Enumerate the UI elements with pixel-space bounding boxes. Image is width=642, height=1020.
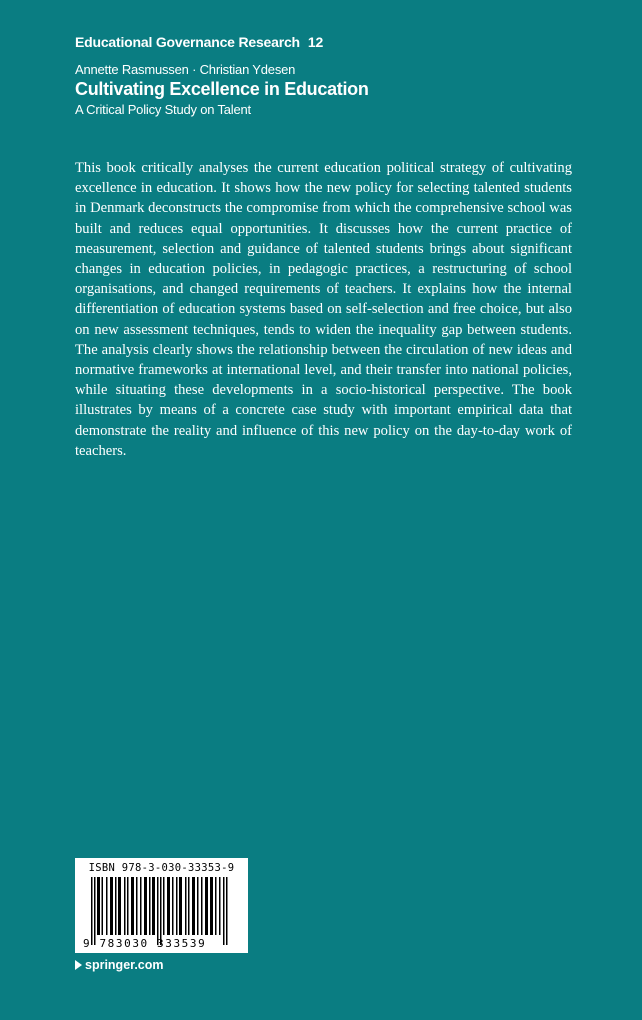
- isbn-digits: 9 783030 333539: [83, 937, 207, 950]
- series-number: 12: [307, 34, 324, 50]
- isbn-label: ISBN 978-3-030-33353-9: [88, 862, 235, 874]
- series-name: Educational Governance Research: [75, 34, 300, 50]
- play-triangle-icon: [75, 960, 82, 970]
- barcode-icon: [89, 877, 234, 945]
- authors: Annette Rasmussen · Christian Ydesen: [75, 62, 296, 77]
- book-title: Cultivating Excellence in Education: [75, 79, 369, 99]
- publisher-link-text[interactable]: springer.com: [85, 958, 164, 972]
- cover-header: [75, 34, 369, 117]
- series-line: [75, 34, 369, 50]
- book-subtitle: A Critical Policy Study on Talent: [75, 102, 251, 117]
- book-description: This book critically analyses the current education political strategy of cultivating excellence in education. It shows how the new policy for selecting talented students in Denmark deconstructs the compromise from which the comprehensive school was built and reduces equal opportunities. It discusses how the current practice of measurement, selection and guidance of talented students brings about significant changes in education policies, in pedagogic practices, a restructuring of school organisations, and changed requirements of teachers. It explains how the internal differentiation of education systems based on self-selection and free choice, but also on new assessment techniques, tends to widen the inequality gap between students. The analysis clearly shows the relationship between the circulation of new ideas and normative frameworks at international level, and their transfer into national policies, while situating these developments in a socio-historical perspective. The book illustrates by means of a concrete case study with important empirical data that demonstrate the reality and influence of this new policy on the day-to-day work of teachers.: [75, 160, 572, 459]
- publisher-link[interactable]: [75, 958, 164, 972]
- isbn-barcode: [75, 858, 248, 953]
